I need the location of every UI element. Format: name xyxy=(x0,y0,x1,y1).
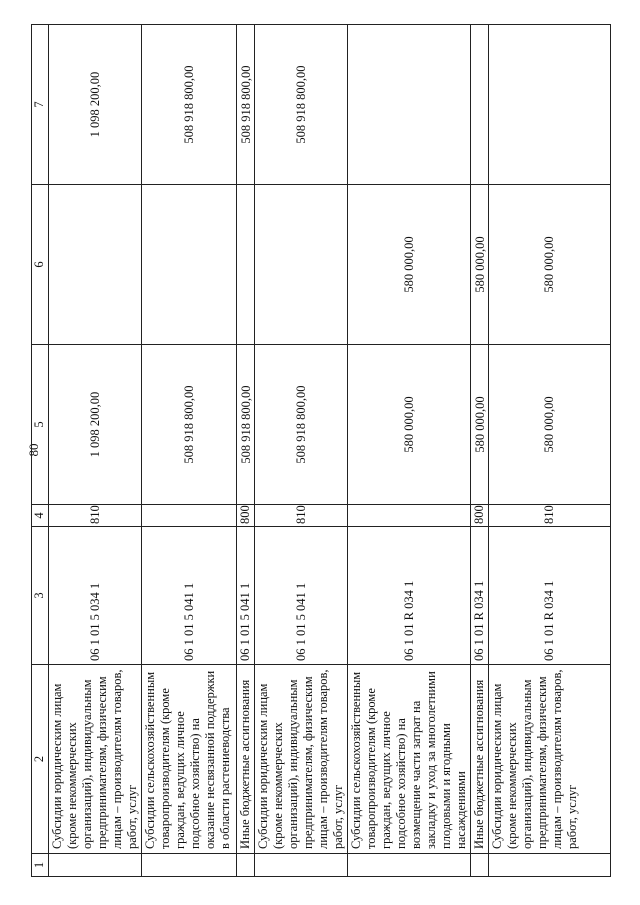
table-row xyxy=(471,25,489,877)
row-value-col7 xyxy=(348,25,471,185)
row-code: 06 1 01 5 034 1 xyxy=(49,527,142,665)
row-code: 06 1 01 R 034 1 xyxy=(348,527,471,665)
row-value-col5: 580 000,00 xyxy=(471,345,489,505)
row-value-col5: 1 098 200,00 xyxy=(49,345,142,505)
table-row xyxy=(237,25,255,877)
row-value-col5: 508 918 800,00 xyxy=(142,345,237,505)
row-index-cell xyxy=(255,854,348,877)
row-description: Субсидии сельскохозяйственным товаропроизводителям (кроме граждан, ведущих личное подсобное хозяйство) на оказание несвязанной поддержки в области растениеводства xyxy=(142,665,237,854)
row-code: 06 1 01 5 041 1 xyxy=(237,527,255,665)
row-value-col6 xyxy=(142,185,237,345)
row-expense-type: 810 xyxy=(255,505,348,527)
column-number-row xyxy=(32,25,49,877)
row-expense-type xyxy=(348,505,471,527)
column-number: 5 xyxy=(32,345,49,505)
table-row xyxy=(255,25,348,877)
row-value-col5: 508 918 800,00 xyxy=(237,345,255,505)
table-row xyxy=(348,25,471,877)
row-value-col7 xyxy=(489,25,611,185)
row-code: 06 1 01 R 034 1 xyxy=(471,527,489,665)
row-value-col7: 508 918 800,00 xyxy=(142,25,237,185)
row-expense-type: 800 xyxy=(471,505,489,527)
row-index-cell xyxy=(471,854,489,877)
row-value-col7 xyxy=(471,25,489,185)
column-number: 6 xyxy=(32,185,49,345)
page-number: 80 xyxy=(26,443,41,457)
table-row xyxy=(489,25,611,877)
row-value-col7: 508 918 800,00 xyxy=(237,25,255,185)
row-index-cell xyxy=(237,854,255,877)
row-description: Субсидии сельскохозяйственным товаропроизводителям (кроме граждан, ведущих личное подсобное хозяйство) на возмещение части затрат на закладку и уход за многолетними плодовыми и ягодными насаждениями xyxy=(348,665,471,854)
row-index-cell xyxy=(489,854,611,877)
row-value-col7: 508 918 800,00 xyxy=(255,25,348,185)
column-number: 3 xyxy=(32,527,49,665)
column-number: 1 xyxy=(32,854,49,877)
column-number: 4 xyxy=(32,505,49,527)
row-value-col5: 580 000,00 xyxy=(489,345,611,505)
row-description: Субсидии юридическим лицам (кроме некоммерческих организаций), индивидуальным предпринимателям, физическим лицам – производителям товаров, работ, услуг xyxy=(255,665,348,854)
row-description: Субсидии юридическим лицам (кроме некоммерческих организаций), индивидуальным предпринимателям, физическим лицам – производителям товаров, работ, услуг xyxy=(489,665,611,854)
row-value-col6: 580 000,00 xyxy=(471,185,489,345)
table-row xyxy=(49,25,142,877)
row-description: Субсидии юридическим лицам (кроме некоммерческих организаций), индивидуальным предпринимателям, физическим лицам – производителям товаров, работ, услуг xyxy=(49,665,142,854)
row-index-cell xyxy=(142,854,237,877)
row-value-col6 xyxy=(237,185,255,345)
column-number: 7 xyxy=(32,25,49,185)
row-expense-type: 800 xyxy=(237,505,255,527)
rotated-page-content xyxy=(31,25,592,877)
row-value-col6: 580 000,00 xyxy=(489,185,611,345)
row-value-col6 xyxy=(49,185,142,345)
row-code: 06 1 01 5 041 1 xyxy=(255,527,348,665)
row-value-col5: 580 000,00 xyxy=(348,345,471,505)
row-value-col6 xyxy=(255,185,348,345)
table-row xyxy=(142,25,237,877)
column-number: 2 xyxy=(32,665,49,854)
row-index-cell xyxy=(348,854,471,877)
row-value-col6: 580 000,00 xyxy=(348,185,471,345)
row-value-col5: 508 918 800,00 xyxy=(255,345,348,505)
row-index-cell xyxy=(49,854,142,877)
row-expense-type xyxy=(142,505,237,527)
budget-table xyxy=(31,24,611,877)
row-code: 06 1 01 R 034 1 xyxy=(489,527,611,665)
row-expense-type: 810 xyxy=(489,505,611,527)
row-code: 06 1 01 5 041 1 xyxy=(142,527,237,665)
row-description: Иные бюджетные ассигнования xyxy=(237,665,255,854)
row-expense-type: 810 xyxy=(49,505,142,527)
row-description: Иные бюджетные ассигнования xyxy=(471,665,489,854)
row-value-col7: 1 098 200,00 xyxy=(49,25,142,185)
